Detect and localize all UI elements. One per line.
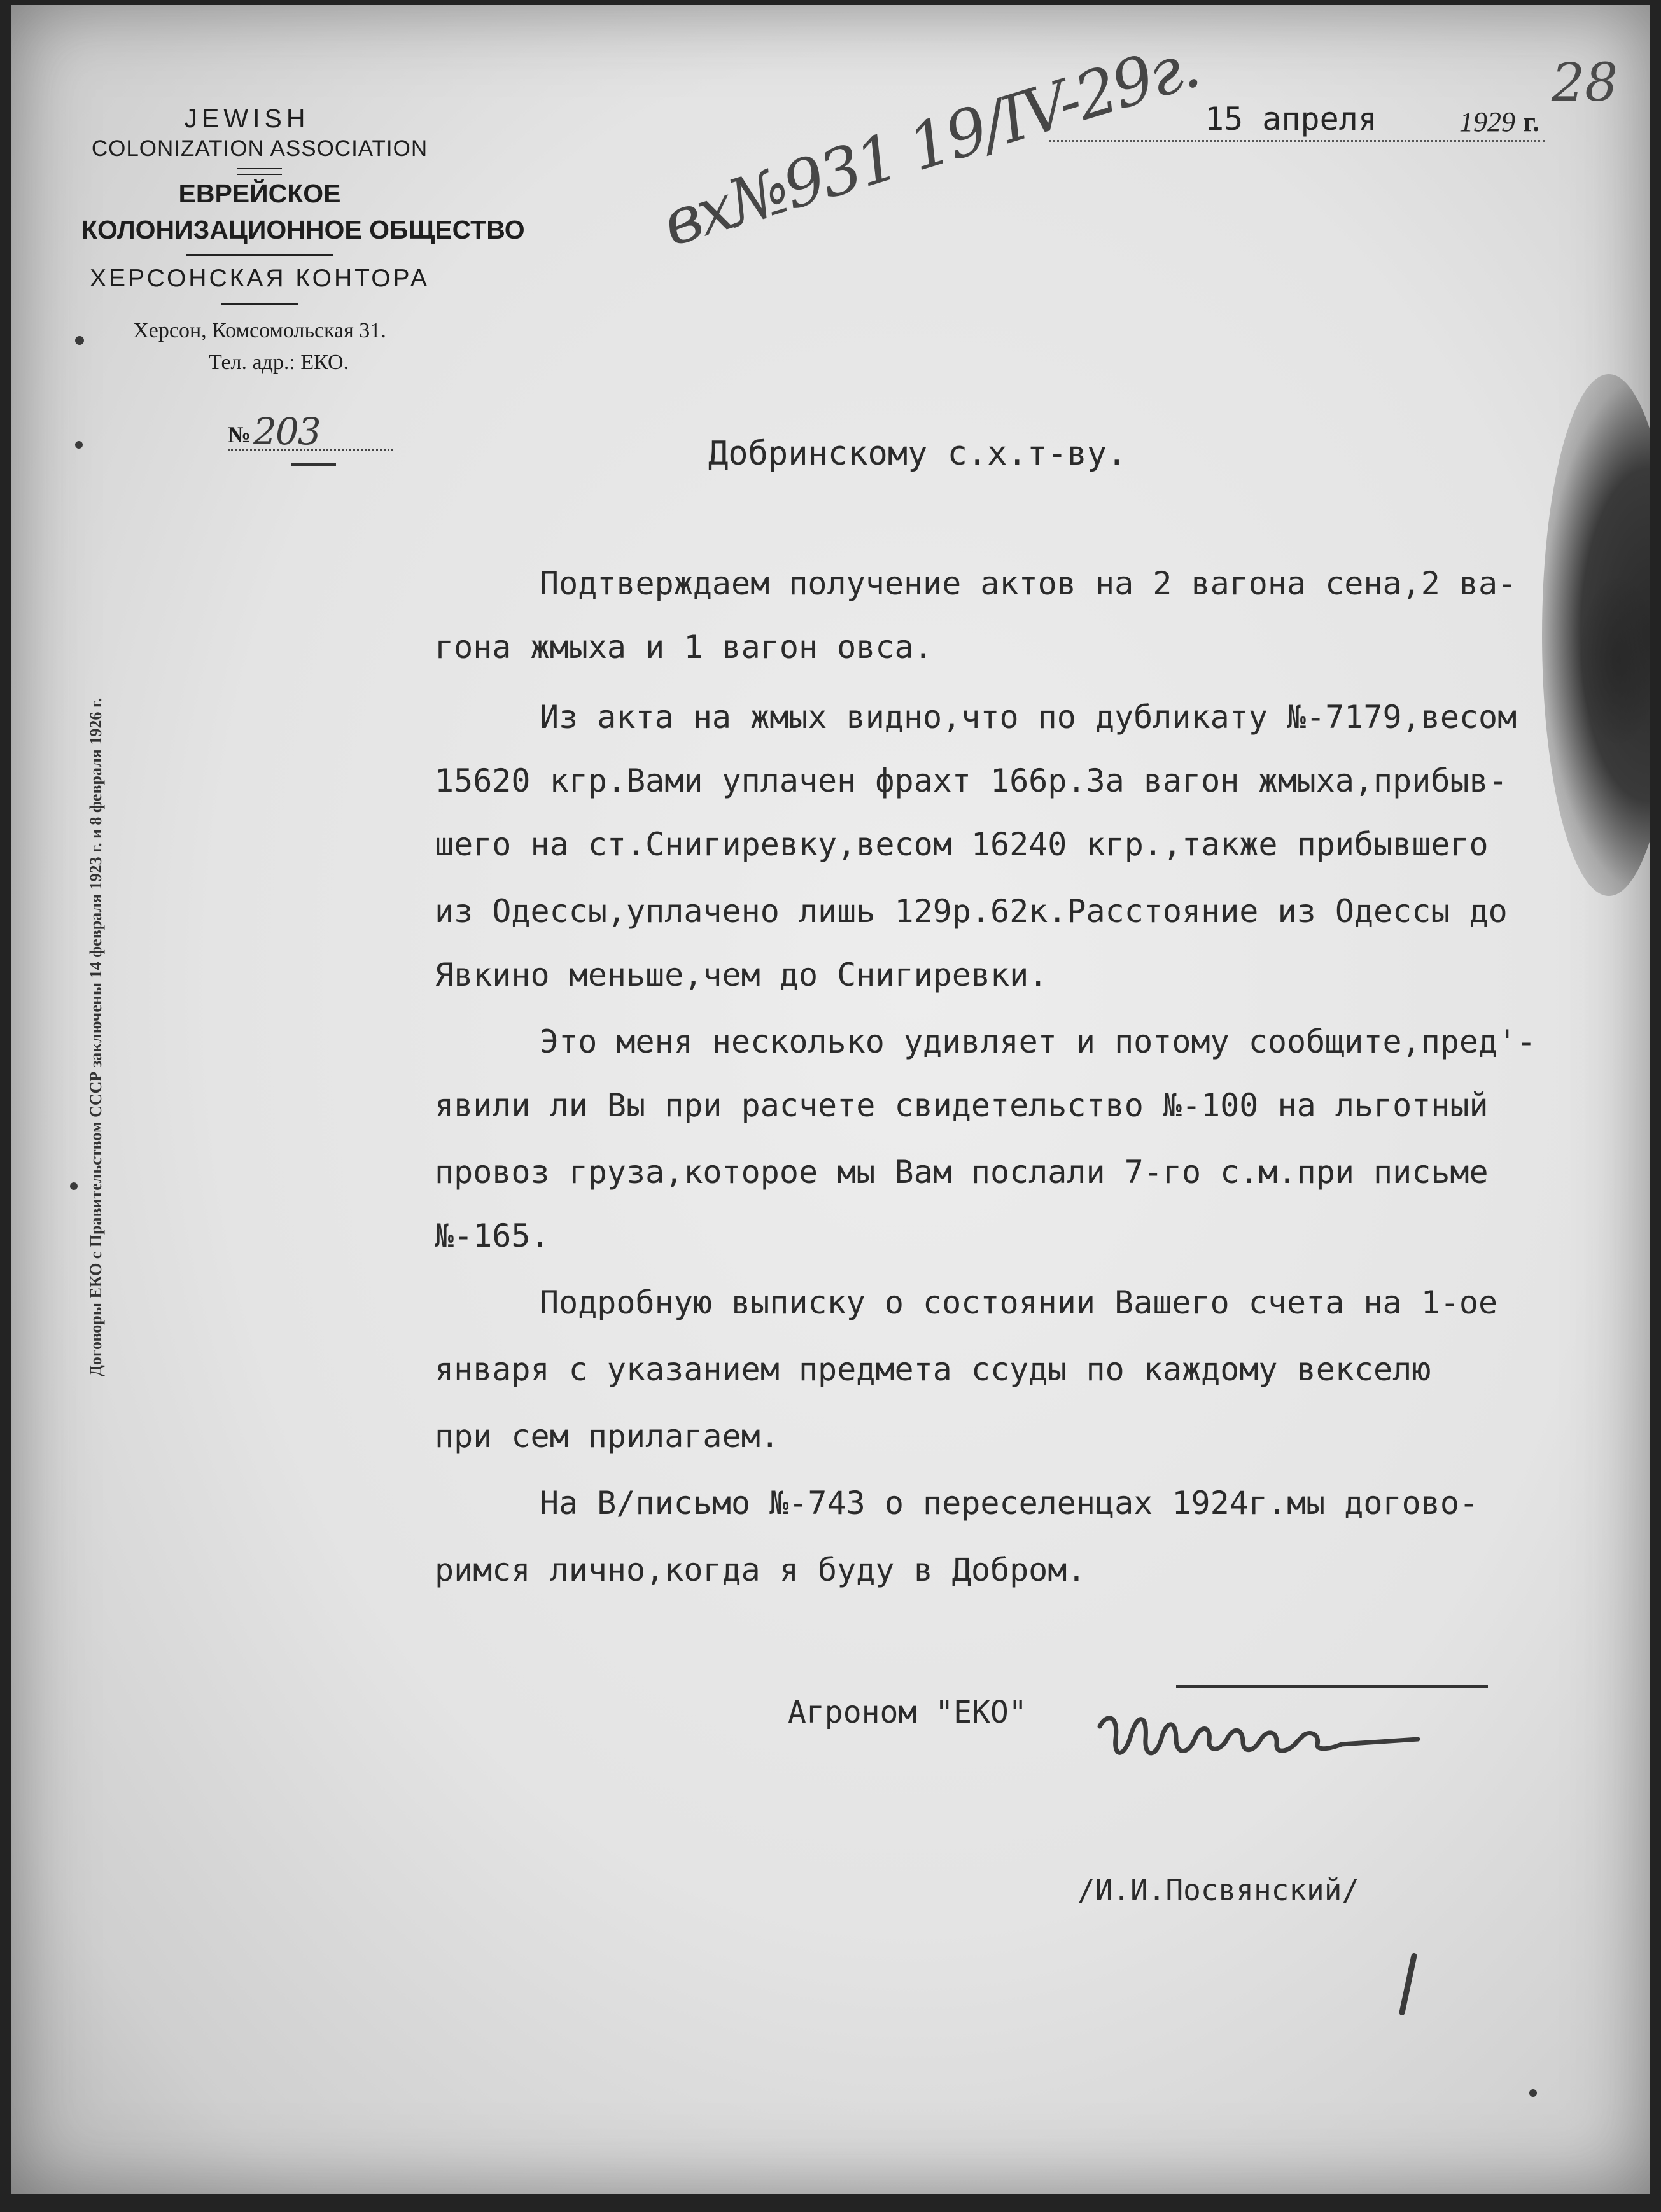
body-line: Подтверждаем получение актов на 2 вагона сена,2 ва- (540, 565, 1517, 602)
letterhead-rule-short (221, 303, 298, 305)
telegraph-address: Тел. адр.: ЕКО. (208, 351, 349, 374)
handwritten-signature (1087, 1688, 1431, 1784)
body-line: явили ли Вы при расчете свидетельство №-100 на льготный (435, 1087, 1489, 1124)
date-year: 1929 (1459, 106, 1515, 137)
ink-mark (1529, 2089, 1537, 2097)
ink-mark (75, 441, 83, 449)
addressee: Добринскому с.х.т-ву. (708, 435, 1127, 473)
date-day-month: 15 апреля (1205, 101, 1377, 137)
body-line: при сем прилагаем. (435, 1418, 780, 1455)
ink-mark (75, 336, 84, 345)
body-line: №-165. (435, 1217, 550, 1254)
letterhead-divider (237, 168, 282, 175)
reference-underline (291, 463, 336, 466)
org-name-en-line2: COLONIZATION ASSOCIATION (91, 136, 428, 161)
office-address: Херсон, Комсомольская 31. (133, 319, 386, 342)
body-line: Подробную выписку о состоянии Вашего счета на 1-ое (540, 1284, 1498, 1321)
body-line: римся лично,когда я буду в Добром. (435, 1551, 1086, 1588)
body-line: Это меня несколько удивляет и потому сообщите,пред'- (540, 1023, 1536, 1060)
org-name-en-line1: JEWISH (184, 104, 310, 133)
signatory-name: /И.И.Посвянский/ (1077, 1873, 1360, 1907)
date-suffix: г. (1523, 106, 1540, 137)
office-name: ХЕРСОНСКАЯ КОНТОРА (90, 265, 430, 292)
reference-number-handwritten: 203 (253, 410, 320, 453)
paper-stain-dark (1580, 578, 1650, 743)
ink-mark (70, 1182, 78, 1190)
reference-number-label: № (228, 422, 251, 447)
body-line: Из акта на жмых видно,что по дубликату №-7179,весом (540, 699, 1517, 736)
reference-number-field (228, 410, 393, 453)
incoming-registration-handwritten: вх№931 19/IV-29г. (654, 27, 1206, 261)
signature-overline (1176, 1685, 1488, 1688)
side-note-vertical: Договоры ЕКО с Правительством СССР заключены 14 февраля 1923 г. и 8 февраля 1926 г. (87, 697, 105, 1376)
ink-mark (1399, 1952, 1418, 2016)
body-line: шего на ст.Снигиревку,весом 16240 кгр.,также прибывшего (435, 826, 1489, 863)
signatory-title: Агроном "ЕКО" (788, 1695, 1027, 1730)
body-line: провоз груза,которое мы Вам послали 7-го с.м.при письме (435, 1154, 1489, 1191)
body-line: гона жмыха и 1 вагон овса. (435, 629, 933, 666)
org-name-ru-line2: КОЛОНИЗАЦИОННОЕ ОБЩЕСТВО (81, 215, 525, 244)
org-name-ru-line1: ЕВРЕЙСКОЕ (178, 179, 341, 208)
document-sheet (11, 5, 1650, 2194)
body-line: На В/письмо №-743 о переселенцах 1924г.мы догово- (540, 1485, 1479, 1522)
letterhead (81, 104, 525, 375)
page-number-handwritten: 28 (1552, 53, 1618, 113)
letterhead-rule (186, 254, 333, 256)
date-line (1049, 101, 1545, 142)
body-line: Явкино меньше,чем до Снигиревки. (435, 956, 1048, 993)
body-line: 15620 кгр.Вами уплачен фрахт 166р.За вагон жмыха,прибыв- (435, 762, 1508, 799)
body-line: января с указанием предмета ссуды по каждому векселю (435, 1351, 1431, 1388)
body-line: из Одессы,уплачено лишь 129р.62к.Расстояние из Одессы до (435, 893, 1508, 930)
